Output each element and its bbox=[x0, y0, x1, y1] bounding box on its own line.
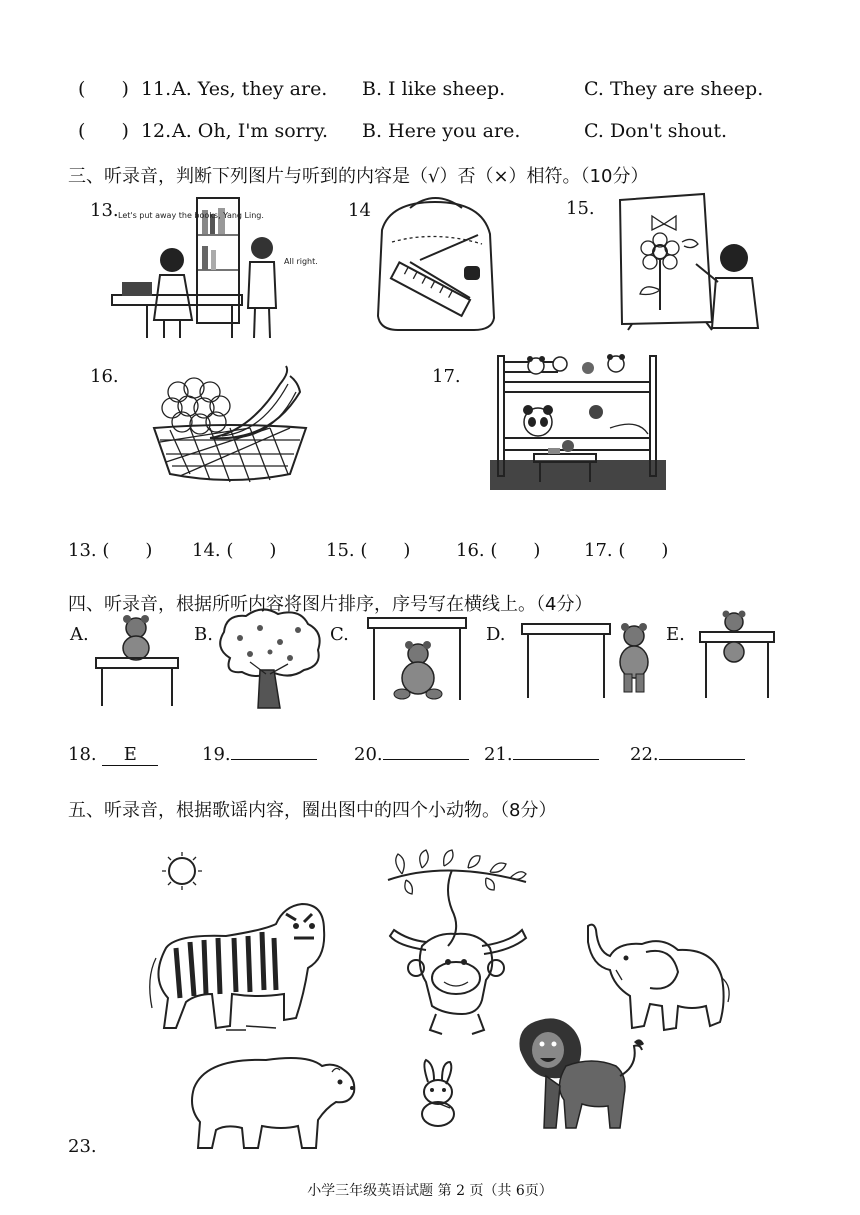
page-footer: 小学三年级英语试题 第 2 页（共 6页） bbox=[307, 1183, 553, 1199]
answer-13[interactable]: 13. ( ) bbox=[68, 540, 153, 561]
blank-22[interactable]: 22. bbox=[630, 744, 745, 765]
label-a: A. bbox=[70, 624, 89, 645]
label-13: 13. bbox=[90, 200, 119, 221]
picture-c-bear-under-table bbox=[366, 614, 468, 704]
picture-14-schoolbag bbox=[370, 190, 500, 335]
answer-17[interactable]: 17. ( ) bbox=[584, 540, 669, 561]
q11-option-c: C. They are sheep. bbox=[584, 78, 764, 100]
question-11-row bbox=[78, 78, 171, 100]
label-14: 14 bbox=[348, 200, 371, 221]
question-number: 11. bbox=[140, 78, 172, 100]
label-16: 16. bbox=[90, 366, 119, 387]
sun-icon bbox=[158, 850, 206, 892]
label-d: D. bbox=[486, 624, 506, 645]
section-4-heading: 四、听录音，根据所听内容将图片排序，序号写在横线上。（4分） bbox=[68, 594, 593, 615]
q12-option-a: A. Oh, I'm sorry. bbox=[172, 120, 329, 142]
label-b: B. bbox=[194, 624, 213, 645]
blank-19[interactable]: 19. bbox=[202, 744, 317, 765]
q11-option-b: B. I like sheep. bbox=[362, 78, 506, 100]
blank-21-value[interactable] bbox=[513, 759, 599, 760]
lion-picture bbox=[516, 1016, 646, 1144]
blank-18[interactable]: 18. E bbox=[68, 744, 158, 766]
picture-15-boy-painting bbox=[612, 190, 762, 330]
paren-open: ( bbox=[78, 120, 86, 142]
label-c: C. bbox=[330, 624, 349, 645]
question-number: 12. bbox=[140, 120, 172, 142]
picture-b-tree bbox=[210, 608, 326, 712]
question-23-label: 23. bbox=[68, 1136, 97, 1157]
label-e: E. bbox=[666, 624, 685, 645]
rabbit-picture bbox=[410, 1060, 466, 1128]
label-17: 17. bbox=[432, 366, 461, 387]
paren-close: ) bbox=[121, 78, 129, 100]
blank-22-value[interactable] bbox=[659, 759, 745, 760]
picture-a-bear-on-table bbox=[94, 610, 180, 708]
picture-17-bunk-bed-toys bbox=[488, 342, 668, 492]
answer-15[interactable]: 15. ( ) bbox=[326, 540, 411, 561]
answer-14[interactable]: 14. ( ) bbox=[192, 540, 277, 561]
blank-20[interactable]: 20. bbox=[354, 744, 469, 765]
q11-option-a: A. Yes, they are. bbox=[172, 78, 328, 100]
section-5-heading: 五、听录音，根据歌谣内容，圈出图中的四个小动物。（8分） bbox=[68, 800, 557, 821]
tiger-picture bbox=[146, 898, 328, 1036]
label-15: 15. bbox=[566, 198, 595, 219]
q12-option-c: C. Don't shout. bbox=[584, 120, 728, 142]
monkey-picture bbox=[386, 850, 528, 1040]
answer-16[interactable]: 16. ( ) bbox=[456, 540, 541, 561]
picture-e-bear-behind-table bbox=[698, 608, 778, 700]
speech-bubble-text: Let's put away the books, Yang Ling. bbox=[118, 211, 264, 220]
section-3-heading: 三、听录音，判断下列图片与听到的内容是（√）否（×）相符。（10分） bbox=[68, 166, 649, 187]
paren-open: ( bbox=[78, 78, 86, 100]
picture-d-bear-beside-table bbox=[520, 618, 660, 700]
polar-bear-picture bbox=[186, 1048, 358, 1152]
blank-19-value[interactable] bbox=[231, 759, 317, 760]
speech-bubble-reply: All right. bbox=[284, 257, 318, 266]
picture-13-bookshelf-scene bbox=[112, 190, 332, 340]
paren-close: ) bbox=[121, 120, 129, 142]
question-12-row bbox=[78, 120, 171, 142]
picture-16-fruit-basket bbox=[150, 362, 310, 487]
blank-20-value[interactable] bbox=[383, 759, 469, 760]
q12-option-b: B. Here you are. bbox=[362, 120, 521, 142]
blank-18-value[interactable]: E bbox=[102, 744, 158, 766]
blank-21[interactable]: 21. bbox=[484, 744, 599, 765]
